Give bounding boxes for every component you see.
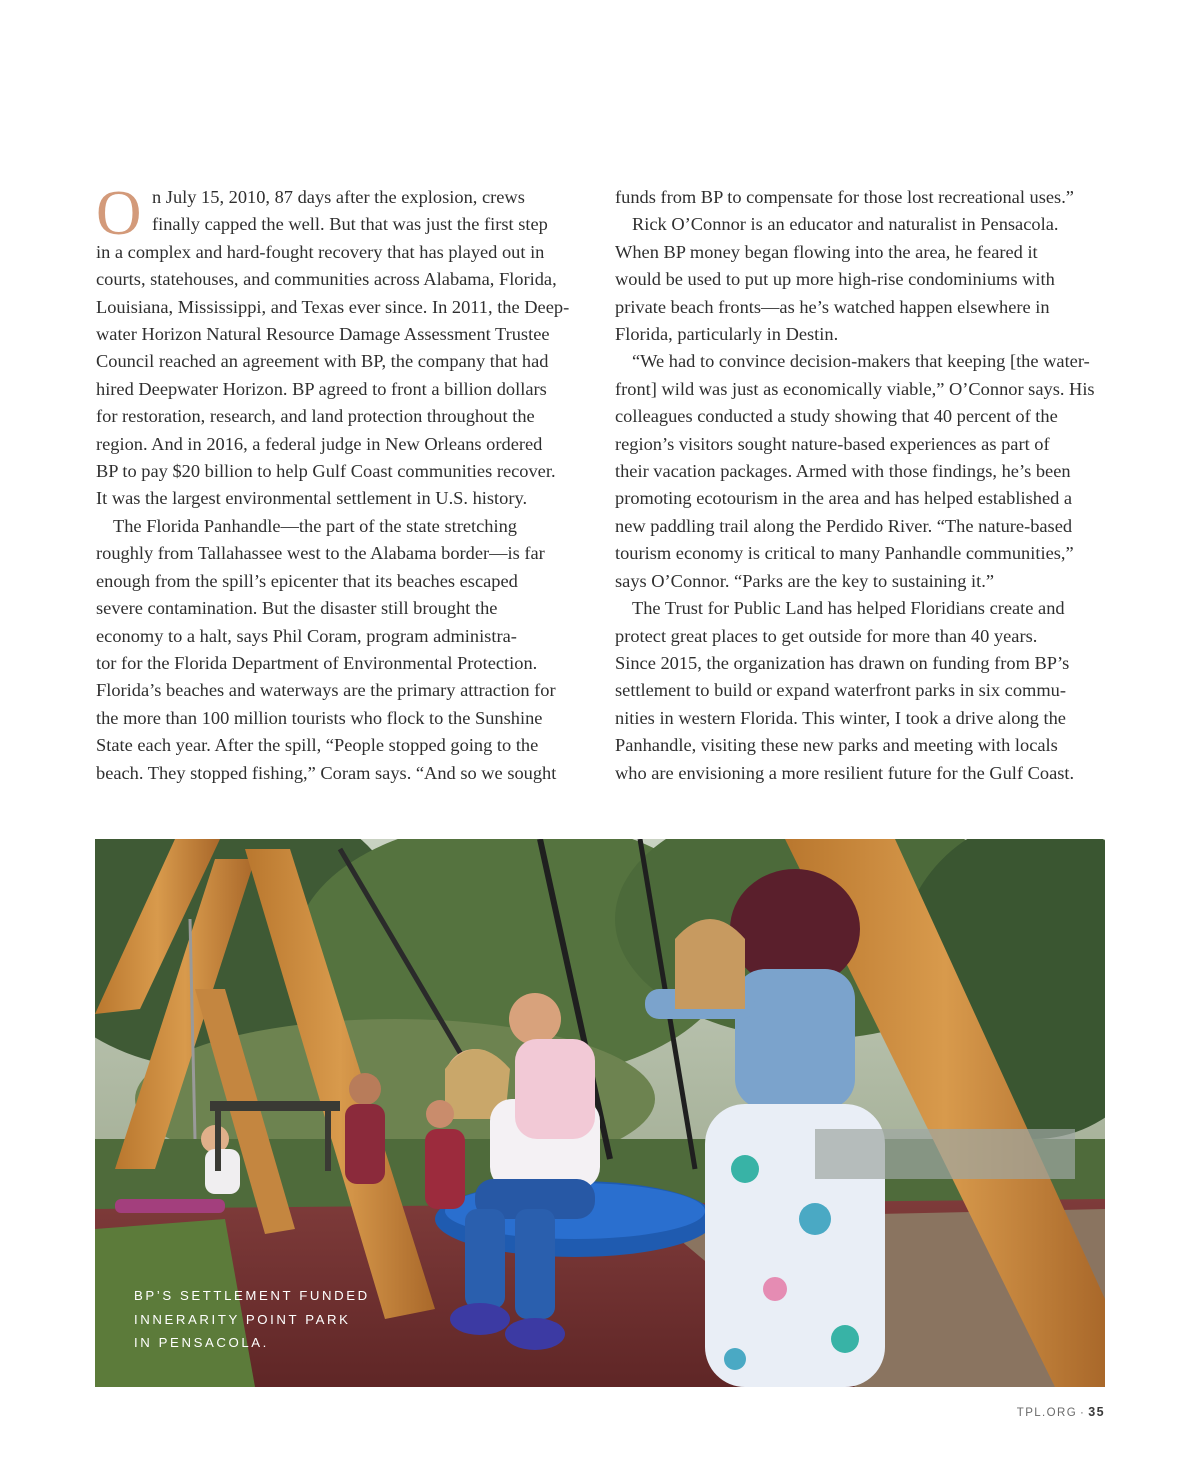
text-line: says O’Connor. “Parks are the key to sustaining it.” [615,570,994,591]
photo-caption [134,1284,370,1355]
text-line: beach. They stopped fishing,” Coram says. “And so we sought [96,762,557,783]
text-line: severe contamination. But the disaster still brought the [96,598,498,619]
caption-line: INNERARITY POINT PARK [134,1311,351,1327]
text-line: Florida, particularly in Destin. [615,324,839,345]
text-line: “We had to convince decision-makers that keeping [the water- [632,351,1090,372]
text-line: When BP money began flowing into the area, he feared it [615,241,1038,262]
text-line: The Florida Panhandle—the part of the state stretching [113,515,517,536]
text-line: finally capped the well. But that was just the first step [152,214,548,235]
paragraph-2-continued [615,184,1107,211]
caption-line: BP’S SETTLEMENT FUNDED [134,1288,370,1303]
footer-separator: · [1080,1407,1086,1419]
text-line: BP to pay $20 billion to help Gulf Coast communities recover. [96,461,556,482]
paragraph-4 [615,348,1107,595]
text-line: funds from BP to compensate for those lost recreational uses.” [615,187,1074,207]
paragraph-5 [615,595,1107,787]
text-line: nities in western Florida. This winter, I took a drive along the [615,707,1066,728]
drop-cap: O [96,178,142,248]
text-line: The Trust for Public Land has helped Floridians create and [632,598,1065,619]
paragraph-1 [96,178,588,513]
text-line: Council reached an agreement with BP, the company that had [96,351,549,372]
text-line: private beach fronts—as he’s watched happen elsewhere in [615,296,1050,317]
article-column-right [615,184,1107,787]
text-line: water Horizon Natural Resource Damage Assessment Trustee [96,324,550,345]
text-line: region. And in 2016, a federal judge in New Orleans ordered [96,433,543,454]
text-line: n July 15, 2010, 87 days after the explosion, crews [152,187,525,207]
text-line: Florida’s beaches and waterways are the primary attraction for [96,680,556,701]
text-line: Panhandle, visiting these new parks and meeting with locals [615,735,1058,756]
text-line: Louisiana, Mississippi, and Texas ever since. In 2011, the Deep- [96,296,570,317]
text-line: promoting ecotourism in the area and has helped established a [615,488,1073,509]
text-line: Since 2015, the organization has drawn on funding from BP’s [615,652,1070,673]
text-line: It was the largest environmental settlement in U.S. history. [96,488,528,509]
text-line: their vacation packages. Armed with those findings, he’s been [615,461,1071,482]
text-line: new paddling trail along the Perdido River. “The nature-based [615,515,1073,536]
page-number: 35 [1088,1405,1105,1419]
text-line: tor for the Florida Department of Environmental Protection. [96,652,538,673]
text-line: settlement to build or expand waterfront parks in six commu- [615,680,1066,701]
page-footer [1017,1405,1105,1419]
paragraph-2 [96,513,588,787]
text-line: enough from the spill’s epicenter that its beaches escaped [96,570,518,591]
text-line: region’s visitors sought nature-based experiences as part of [615,433,1050,454]
text-line: front] wild was just as economically viable,” O’Connor says. His [615,378,1095,399]
text-line: roughly from Tallahassee west to the Alabama border—is far [96,543,545,564]
text-line: protect great places to get outside for more than 40 years. [615,625,1038,646]
caption-line: IN PENSACOLA. [134,1335,269,1350]
text-line: economy to a halt, says Phil Coram, program administra- [96,625,517,646]
paragraph-3 [615,211,1107,348]
text-line: Rick O’Connor is an educator and naturalist in Pensacola. [632,214,1059,235]
text-line: colleagues conducted a study showing that 40 percent of the [615,406,1058,427]
text-line: the more than 100 million tourists who flock to the Sunshine [96,707,543,728]
text-line: courts, statehouses, and communities across Alabama, Florida, [96,269,557,290]
text-line: hired Deepwater Horizon. BP agreed to front a billion dollars [96,378,547,399]
text-line: who are envisioning a more resilient future for the Gulf Coast. [615,762,1075,783]
site-link[interactable]: TPL.ORG [1016,1407,1078,1419]
text-line: in a complex and hard-fought recovery that has played out in [96,241,545,262]
text-line: State each year. After the spill, “People stopped going to the [96,735,539,756]
text-line: tourism economy is critical to many Panhandle communities,” [615,543,1074,564]
text-line: for restoration, research, and land protection throughout the [96,406,535,427]
article-column-left [96,178,588,787]
text-line: would be used to put up more high-rise condominiums with [615,269,1055,290]
